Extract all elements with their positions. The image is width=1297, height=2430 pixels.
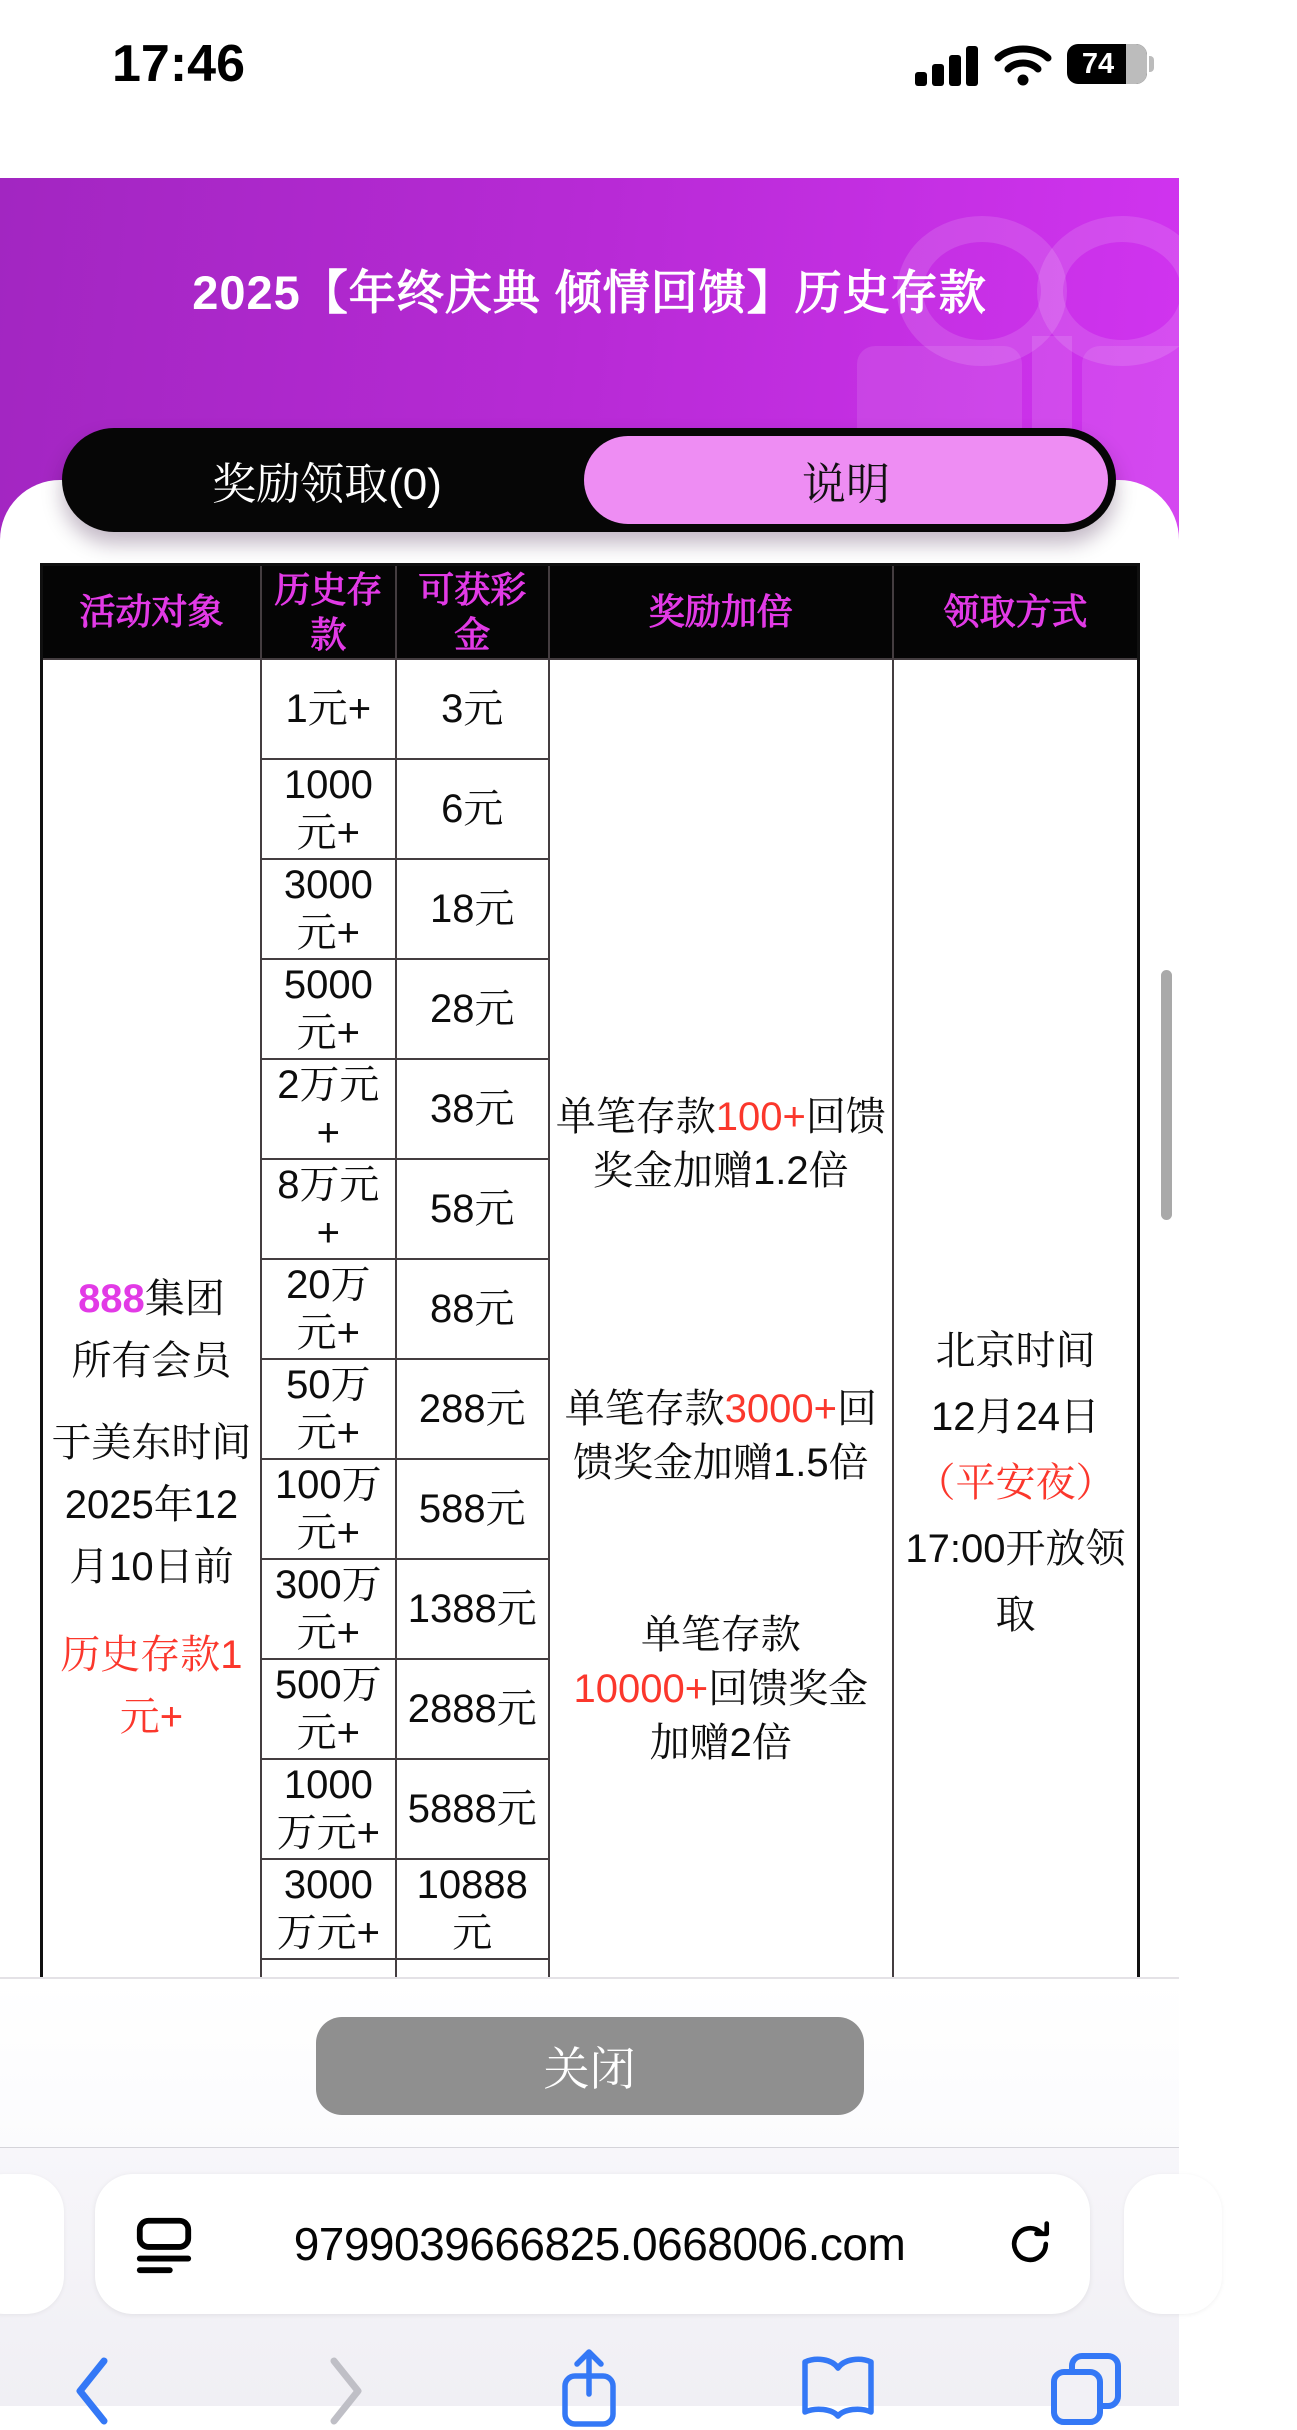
deposit-tier: 2万元+ [261,1059,396,1159]
col-header-audience: 活动对象 [42,565,261,659]
previous-tab-edge[interactable] [0,2174,64,2314]
battery-percent: 74 [1081,47,1115,80]
christmas-eve-note: （平安夜） [915,1460,1116,1505]
forward-icon[interactable] [326,2356,366,2426]
scrollbar[interactable] [1161,970,1172,1220]
bonus-value: 6元 [396,759,549,859]
tab-reward-claim[interactable]: 奖励领取(0) [212,460,442,509]
deposit-tier: 3000万元+ [261,1859,396,1959]
bonus-value: 288元 [396,1359,549,1459]
close-band [0,1977,1179,2147]
brand-888: 888 [78,1276,145,1321]
bonus-value: 18元 [396,859,549,959]
col-header-deposit: 历史存款 [261,565,396,659]
address-bar[interactable] [95,2174,1090,2314]
deposit-tier: 3000元+ [261,859,396,959]
col-header-claim: 领取方式 [893,565,1139,659]
next-tab-edge[interactable] [1124,2174,1222,2314]
back-icon[interactable] [72,2356,112,2426]
tab-bar [62,428,1116,532]
claim-method-text: 北京时间 12月24日 （平安夜） 17:00开放领取 [894,1318,1137,1648]
table-header-row [42,565,1139,659]
url-text[interactable]: 9799039666825.0668006.com [195,2217,1004,2271]
battery-nub [1149,56,1154,72]
audience-text: 888集团 所有会员 于美东时间 2025年12 月10日前 历史存款1 元+ [43,1268,260,1748]
battery-icon [1067,44,1147,84]
col-header-multiplier: 奖励加倍 [549,565,893,659]
close-button[interactable]: 关闭 [316,2017,864,2115]
tab-instructions[interactable]: 说明 [584,436,1108,524]
status-bar [0,0,1179,178]
bonus-value: 38元 [396,1059,549,1159]
deposit-tier: 5000元+ [261,959,396,1059]
deposit-tier: 1000万元+ [261,1759,396,1859]
bookmarks-icon[interactable] [798,2354,878,2428]
battery-empty-segment [1126,44,1147,84]
content-panel [0,480,1179,1977]
bonus-value: 3元 [396,659,549,759]
browser-chrome [0,2147,1179,2406]
share-icon[interactable] [556,2346,622,2430]
cellular-icon [915,42,979,86]
bonus-value: 5888元 [396,1759,549,1859]
page-title: 2025【年终庆典 倾情回馈】历史存款 [192,266,987,319]
history-deposit-req: 历史存款1 [60,1632,243,1677]
deposit-tier: 500万元+ [261,1659,396,1759]
reload-icon[interactable] [1004,2218,1056,2270]
bonus-value: 1388元 [396,1559,549,1659]
multiplier-tier-1: 单笔存款100+回馈奖金加赠1.2倍 [555,1094,886,1193]
deposit-tier: 8万元+ [261,1159,396,1259]
bonus-value: 88元 [396,1259,549,1359]
deposit-tier: 20万元+ [261,1259,396,1359]
col-header-bonus: 可获彩金 [396,565,549,659]
deposit-tier: 1000元+ [261,759,396,859]
bonus-value: 2888元 [396,1659,549,1759]
bonus-value: 588元 [396,1459,549,1559]
bonus-value: 10888元 [396,1859,549,1959]
deposit-tier: 300万元+ [261,1559,396,1659]
deposit-tier: 50万元+ [261,1359,396,1459]
multiplier-tier-2: 单笔存款3000+回馈奖金加赠1.5倍 [564,1386,877,1485]
table-row [42,659,1139,759]
bonus-value: 58元 [396,1159,549,1259]
status-icons [915,42,1147,86]
wifi-icon [993,42,1053,86]
multiplier-tier-3: 单笔存款10000+回馈奖金加赠2倍 [573,1612,869,1765]
deposit-tier: 1元+ [261,659,396,759]
tabs-icon[interactable] [1046,2350,1124,2428]
bonus-value: 28元 [396,959,549,1059]
deposit-tier: 100万元+ [261,1459,396,1559]
clock: 17:46 [112,35,245,93]
reader-icon[interactable] [133,2213,195,2275]
